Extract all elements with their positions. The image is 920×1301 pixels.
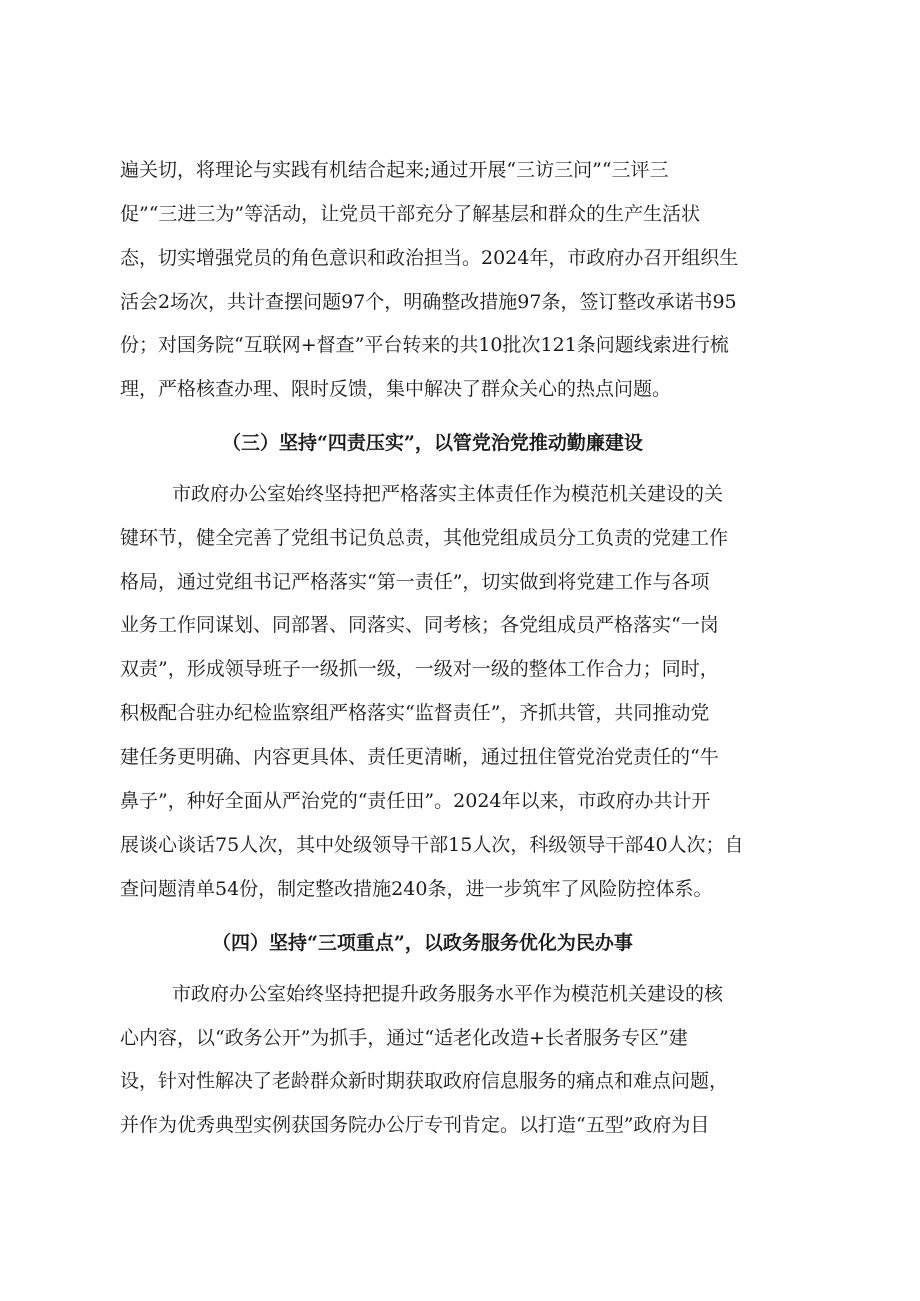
body-line-4: 活会2场次，共计查摆问题97个，明确整改措施97条，签订整改承诺书95 — [120, 291, 737, 313]
section-heading-3: （三）坚持“四责压实”，以管党治党推动勤廉建设 — [222, 432, 643, 454]
body-line-2: 促”“三进三为”等活动，让党员干部充分了解基层和群众的生产生活状 — [120, 203, 701, 225]
body-line-13: 建任务更明确、内容更具体、责任更清晰，通过扭住管党治党责任的“牛 — [120, 746, 719, 768]
body-line-6: 理，严格核查办理、限时反馈，集中解决了群众关心的热点问题。 — [120, 378, 672, 400]
body-line-1: 遍关切，将理论与实践有机结合起来;通过开展“三访三问”“三评三 — [120, 159, 669, 181]
body-line-8: 键环节，健全完善了党组书记负总责，其他党组成员分工负责的党建工作 — [120, 527, 729, 549]
body-line-11: 双责”，形成领导班子一级抓一级，一级对一级的整体工作合力；同时， — [120, 658, 719, 680]
body-line-10: 业务工作同谋划、同部署、同落实、同考核；各党组成员严格落实“一岗 — [120, 614, 719, 636]
body-line-3: 态，切实增强党员的角色意识和政治担当。2024年，市政府办召开组织生 — [120, 247, 739, 269]
body-line-9: 格局，通过党组书记严格落实“第一责任”，切实做到将党建工作与各项 — [120, 571, 710, 593]
body-line-19: 设，针对性解决了老龄群众新时期获取政府信息服务的痛点和难点问题， — [120, 1070, 729, 1092]
body-line-16: 查问题清单54份，制定整改措施240条，进一步筑牢了风险防控体系。 — [120, 878, 713, 900]
body-line-20: 并作为优秀典型实例获国务院办公厅专刊肯定。以打造“五型”政府为目 — [120, 1114, 710, 1136]
body-line-12: 积极配合驻办纪检监察组严格落实“监督责任”，齐抓共管，共同推动党 — [120, 702, 710, 724]
body-line-18: 心内容，以“政务公开”为抓手，通过“适老化改造+长者服务专区”建 — [120, 1027, 688, 1049]
body-line-15: 展谈心谈话75人次，其中处级领导干部15人次，科级领导干部40人次；自 — [120, 834, 744, 856]
section-heading-4: （四）坚持“三项重点”，以政务服务优化为民办事 — [212, 932, 633, 954]
body-line-5: 份；对国务院“互联网+督查”平台转来的共10批次121条问题线索进行梳 — [120, 334, 729, 356]
body-line-14: 鼻子”，种好全面从严治党的“责任田”。2024年以来，市政府办共计开 — [120, 790, 711, 812]
body-line-17: 市政府办公室始终坚持把提升政务服务水平作为模范机关建设的核 — [172, 983, 724, 1005]
body-line-7: 市政府办公室始终坚持把严格落实主体责任作为模范机关建设的关 — [172, 483, 724, 505]
